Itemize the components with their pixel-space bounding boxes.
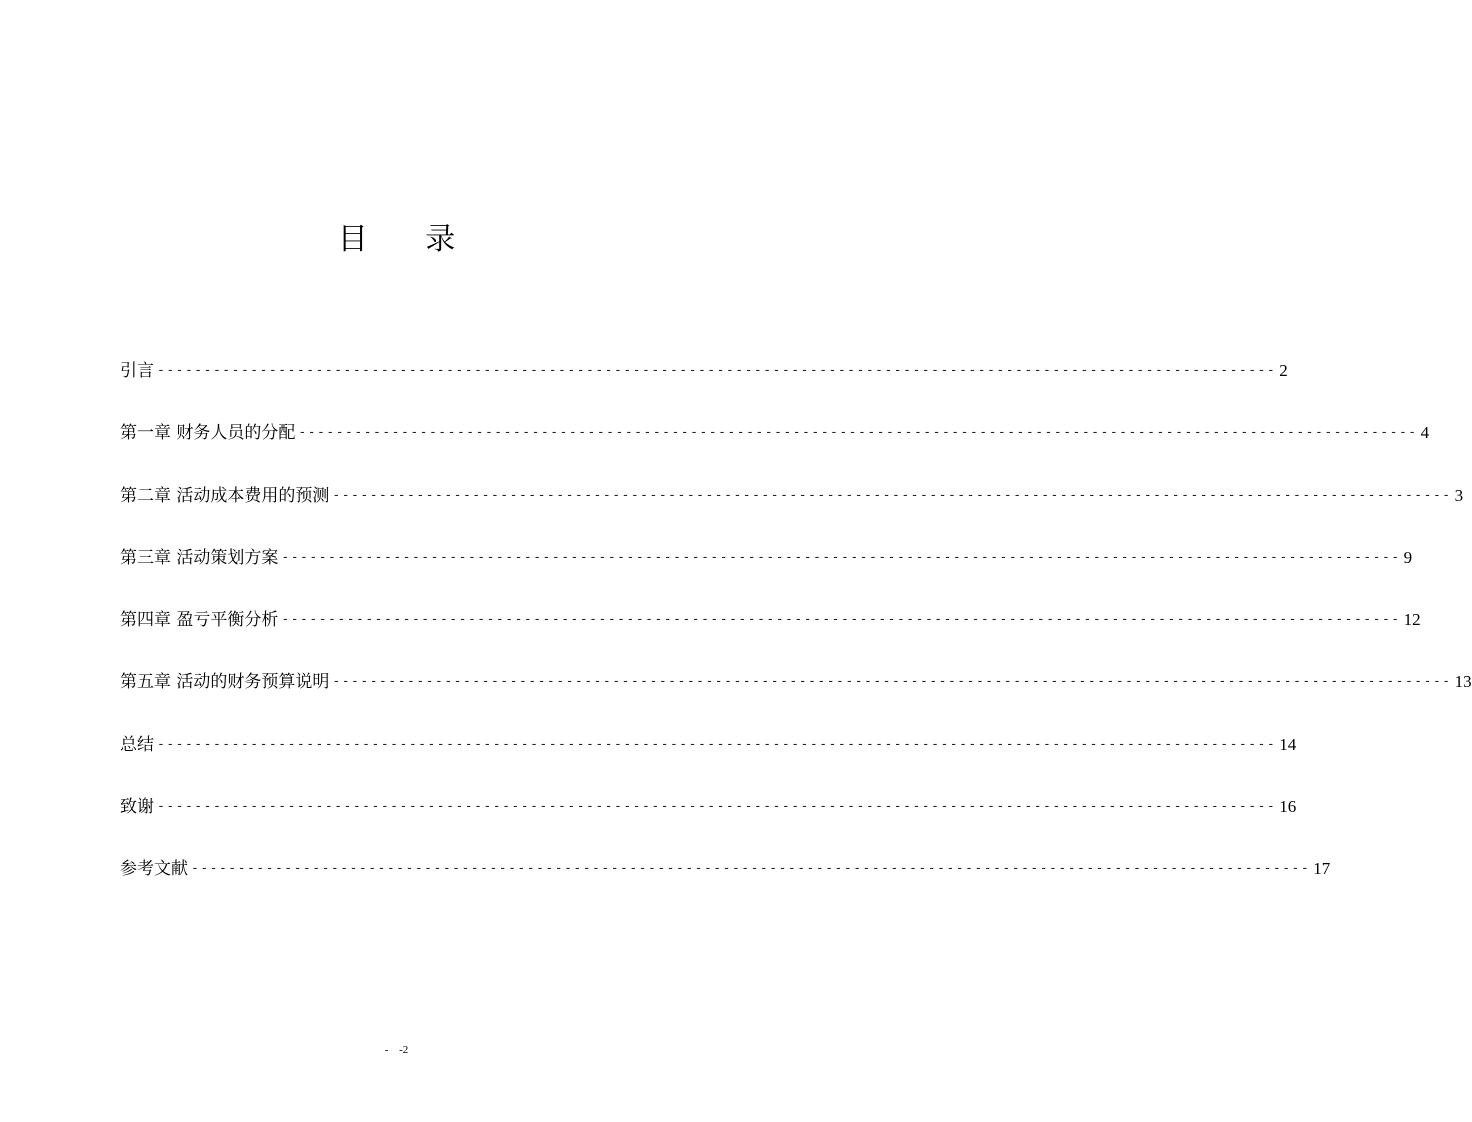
toc-entry-label: 参考文献 [120,859,188,880]
toc-entry-chapter-2[interactable] [120,481,1464,511]
toc-entry-label: 第五章 活动的财务预算说明 [120,672,330,693]
toc-leader: ------------------------------------------------------------------------------------------------------------------------ [332,487,1452,503]
toc-entry-page: 3 [1454,485,1464,505]
toc-entry-chapter-1[interactable] [120,418,1430,448]
toc-entry-label: 致谢 [120,797,154,818]
toc-entry-page: 4 [1420,423,1430,443]
footer-page-number: -2 [399,1044,409,1056]
toc-entry-summary[interactable] [120,730,1297,760]
page-footer [0,1042,793,1058]
footer-left-mark: - [384,1044,389,1056]
toc-entry-label: 总结 [120,734,154,755]
toc-leader: ------------------------------------------------------------------------------------------------------------------------ [157,799,1277,815]
toc-entry-page: 16 [1279,797,1297,817]
page-title: 目 录 [337,222,480,257]
table-of-contents [120,356,1472,917]
toc-entry-references[interactable] [120,854,1331,884]
toc-entry-label: 第四章 盈亏平衡分析 [120,610,279,631]
toc-entry-label: 第三章 活动策划方案 [120,547,279,568]
toc-leader: ------------------------------------------------------------------------------------------------------------------------ [281,549,1401,565]
toc-entry-chapter-5[interactable] [120,667,1472,697]
toc-entry-label: 引言 [120,361,154,381]
toc-leader: ------------------------------------------------------------------------------------------------------------------------ [157,736,1277,752]
toc-leader: ------------------------------------------------------------------------------------------------------------------------ [298,425,1418,441]
toc-leader: ------------------------------------------------------------------------------------------------------------------------ [157,363,1277,378]
toc-entry-page: 14 [1279,734,1297,754]
toc-leader: ------------------------------------------------------------------------------------------------------------------------ [281,612,1401,628]
toc-leader: ------------------------------------------------------------------------------------------------------------------------ [191,861,1311,877]
toc-entry-page: 2 [1279,361,1288,380]
toc-leader: ------------------------------------------------------------------------------------------------------------------------ [332,674,1452,690]
toc-entry-chapter-4[interactable] [120,605,1421,635]
toc-entry-label: 第一章 财务人员的分配 [120,423,296,444]
toc-entry-page: 9 [1403,547,1413,567]
toc-entry-page: 17 [1313,859,1331,879]
toc-entry-acknowledgements[interactable] [120,792,1297,822]
toc-entry-intro[interactable] [120,356,1288,386]
toc-entry-label: 第二章 活动成本费用的预测 [120,485,330,506]
toc-entry-page: 13 [1454,672,1472,692]
toc-entry-page: 12 [1403,610,1421,630]
toc-entry-chapter-3[interactable] [120,543,1413,573]
